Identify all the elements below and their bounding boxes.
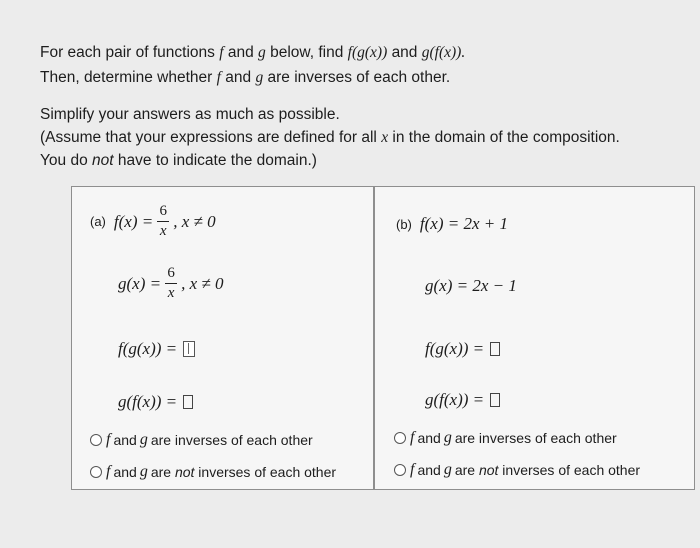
part-b-gof-row: g(f(x)) = (425, 390, 500, 410)
instructions-line-2: (Assume that your expressions are defined for all x in the domain of the composition. (40, 129, 620, 146)
instructions (40, 103, 620, 172)
radio-circle-icon[interactable] (90, 434, 102, 446)
part-b-option-not-inverses[interactable]: f and g are not inverses of each other (394, 461, 640, 479)
part-a-g-fraction: $\frac{6}{x}$ (165, 266, 177, 301)
part-a-fog-row: f(g(x)) = (118, 339, 195, 359)
part-a-f-fraction: $\frac{6}{x}$ (157, 204, 169, 239)
part-b-fog-row: f(g(x)) = (425, 339, 500, 359)
part-b-f-definition: (b) f(x) = 2x + 1 (396, 214, 508, 233)
radio-circle-icon[interactable] (90, 466, 102, 478)
part-b-gof-answer-input[interactable] (490, 393, 500, 407)
part-b-option-inverses[interactable]: f and g are inverses of each other (394, 429, 617, 447)
part-a-gof-row: g(f(x)) = (118, 392, 193, 412)
part-a-option-not-inverses[interactable]: f and g are not inverses of each other (90, 463, 336, 481)
radio-circle-icon[interactable] (394, 464, 406, 476)
part-b-g-definition: g(x) = 2x − 1 (425, 276, 517, 295)
part-a-g-definition: g(x) = $\frac{6}{x}$ , x ≠ 0 (118, 265, 224, 301)
part-a-fog-answer-input[interactable] (183, 341, 195, 357)
instructions-line-3: You do not have to indicate the domain.) (40, 152, 317, 169)
part-a-gof-answer-input[interactable] (183, 395, 193, 409)
radio-circle-icon[interactable] (394, 432, 406, 444)
panel-divider (373, 186, 375, 490)
part-a-f-definition: (a) f(x) = $\frac{6}{x}$ , x ≠ 0 (90, 203, 216, 239)
part-b-fog-answer-input[interactable] (490, 342, 500, 356)
instructions-line-1: Simplify your answers as much as possible. (40, 106, 340, 123)
intro-line-1: For each pair of functions f and g below, find f(g(x)) and g(f(x)). (40, 44, 466, 61)
part-a-option-inverses[interactable]: f and g are inverses of each other (90, 431, 313, 449)
problem-intro (40, 40, 465, 90)
intro-line-2: Then, determine whether f and g are inverses of each other. (40, 69, 451, 86)
